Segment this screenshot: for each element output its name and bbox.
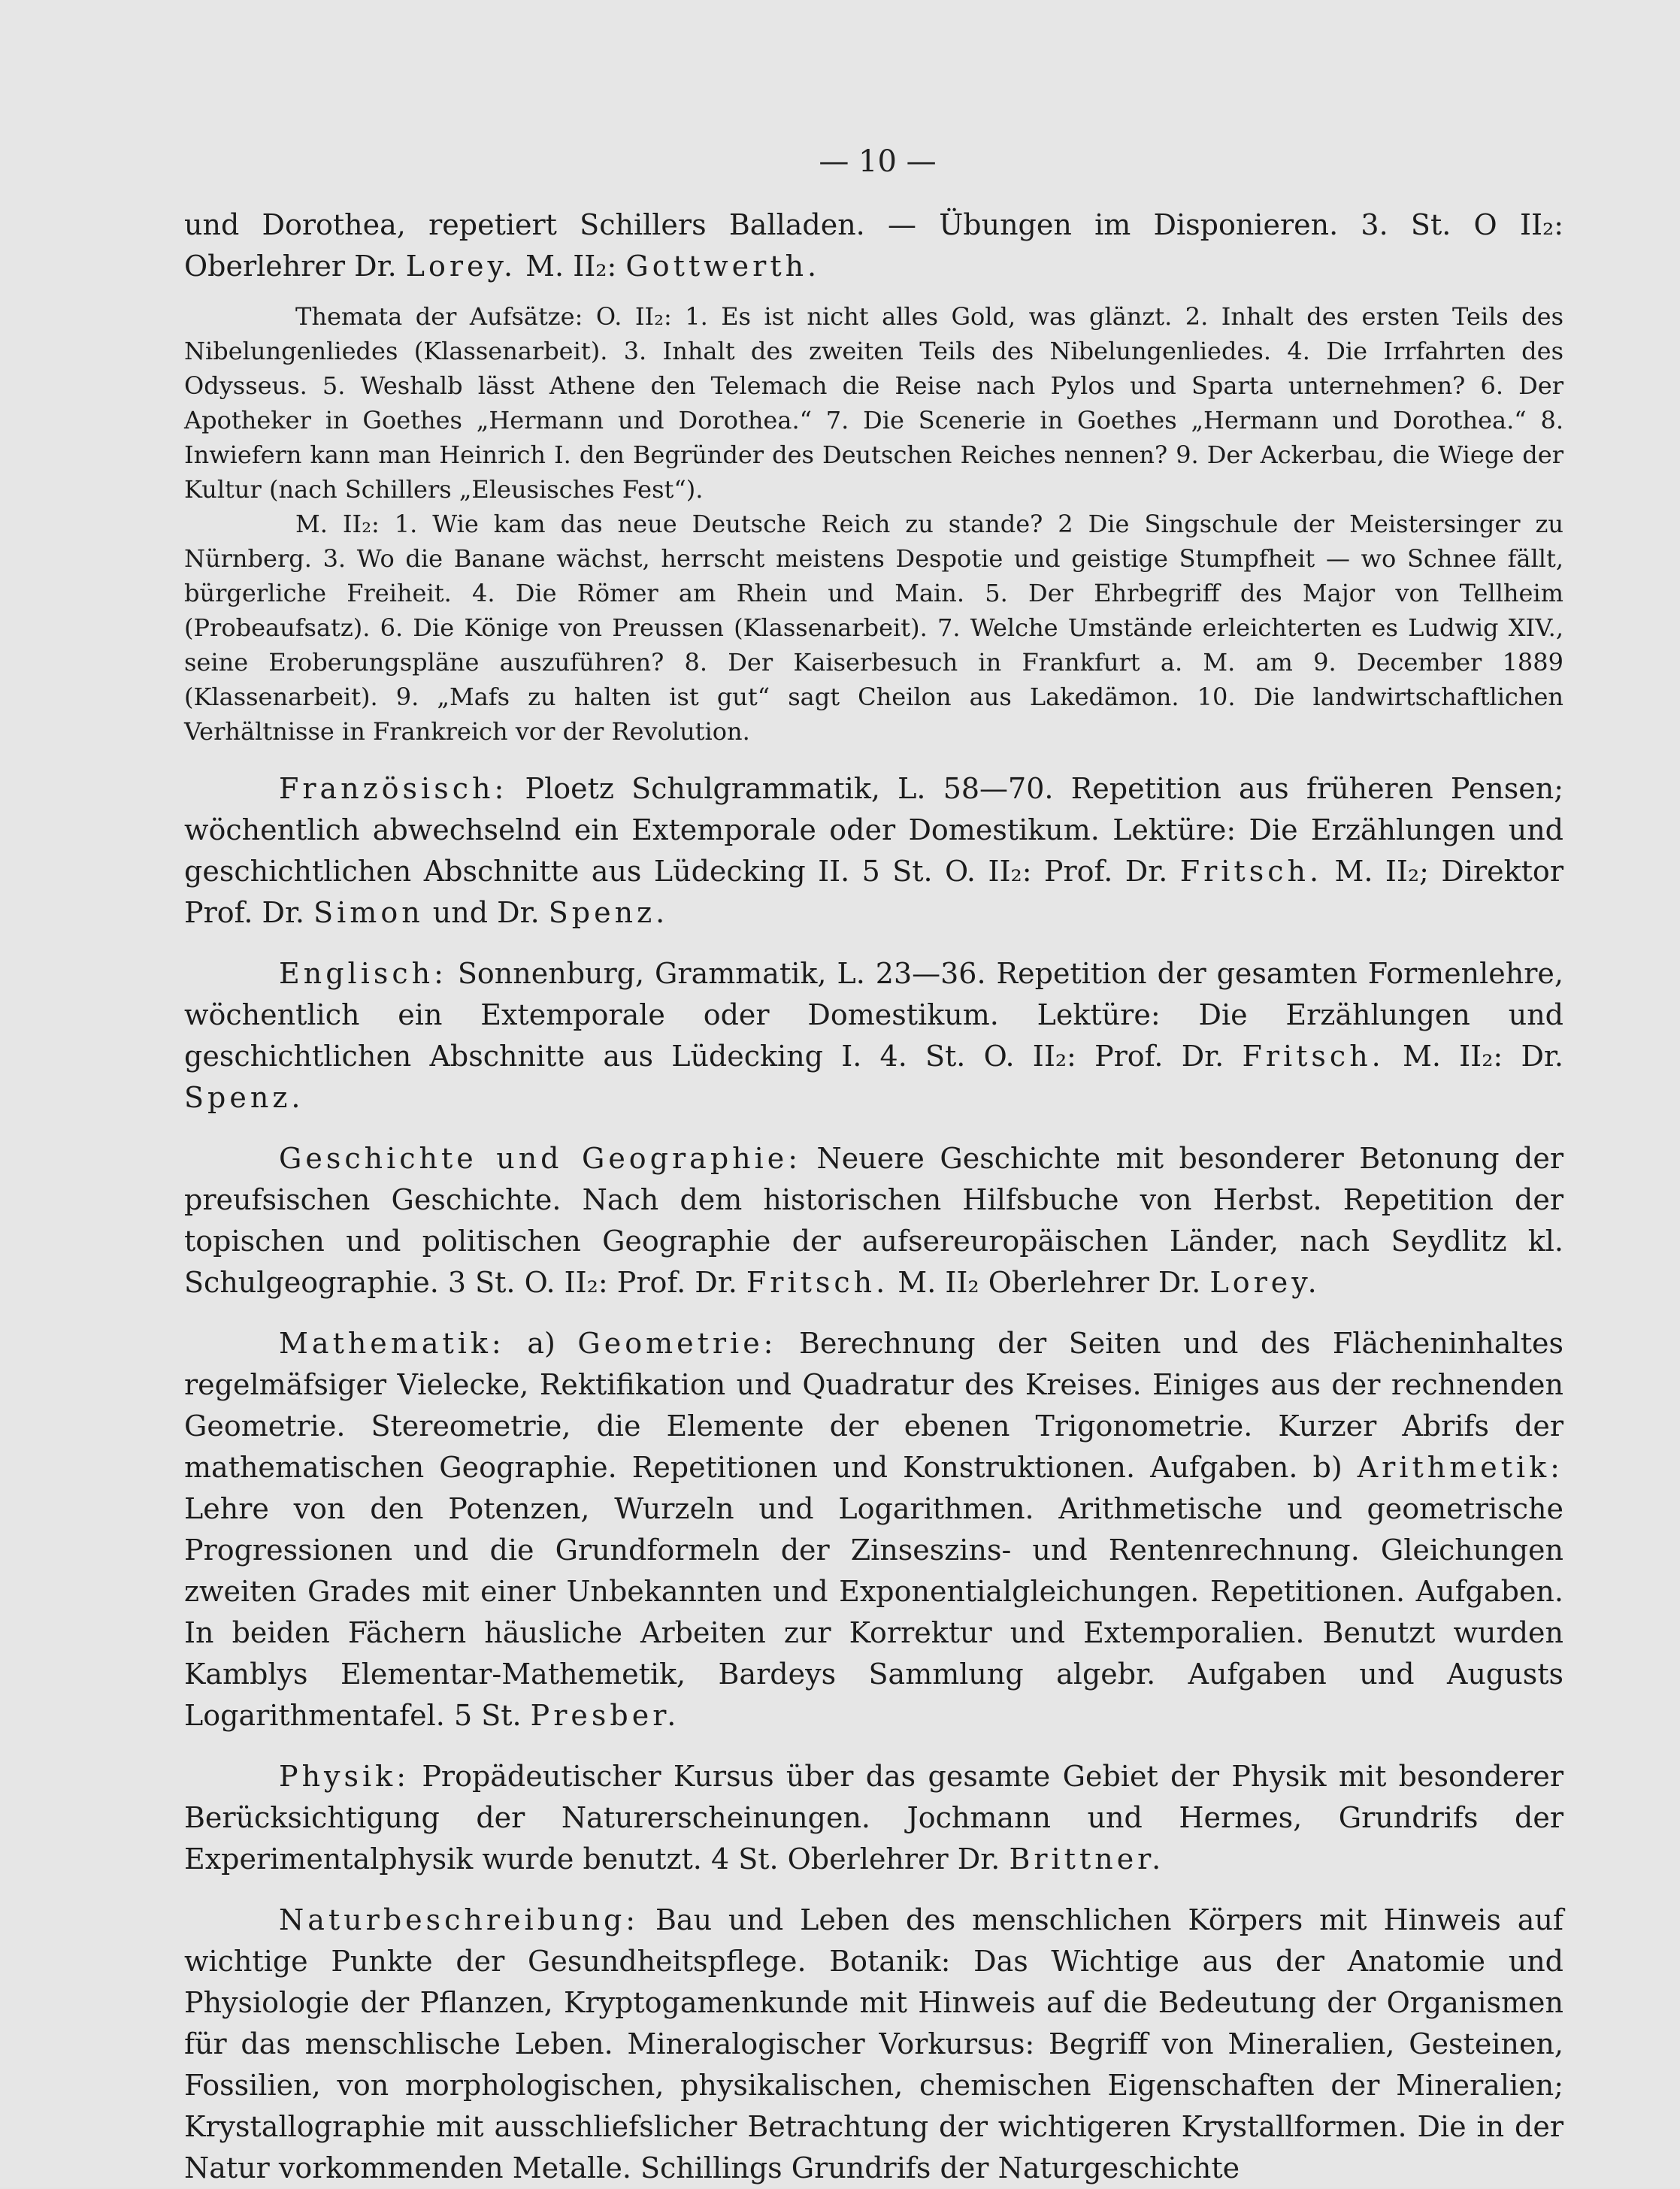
teacher-name: Brittner. [1009, 1842, 1165, 1876]
section-heading: Französisch: [279, 772, 508, 805]
themata-list: 1. Wie kam das neue Deutsche Reich zu stande? 2 Die Singschule der Meistersinger zu Nürnberg. 3. Wo die Banane wächst, herrscht meistens Despotie und geistige Stumpfheit — wo Schnee fällt, bürgerliche Freiheit. 4. Die Römer am Rhein und Main. 5. Der Ehrbegriff des Major von Tellheim (Probeaufsatz). 6. Die Könige von Preussen (Klassenarbeit). 7. Welche Umstände erleichterten es Ludwig XIV., seine Eroberungspläne auszuführen? 8. Der Kaiserbesuch in Frankfurt a. M. am 9. December 1889 (Klassenarbeit). 9. „Mafs zu halten ist gut“ sagt Cheilon aus Lakedämon. 10. Die landwirtschaftlichen Verhältnisse in Frankreich vor der Revolution. [184, 510, 1564, 746]
subsection-heading: Arithmetik: [1357, 1451, 1563, 1484]
teacher-name: Presber. [530, 1699, 680, 1732]
section-heading: Geschichte und Geographie: [279, 1142, 802, 1175]
section-text: a) [527, 1327, 555, 1360]
themata-label: Themata der Aufsätze: O. II₂: [295, 302, 672, 331]
intro-text: und Dorothea, repetiert Schillers Balladen. — Übungen im Disponieren. 3. St. O II₂: Oberlehrer Dr. [184, 208, 1563, 283]
teacher-name: Fritsch. [1179, 855, 1323, 888]
themata-label: M. II₂: [295, 510, 380, 538]
intro-text: M. II₂: [525, 250, 617, 283]
section-text: Neuere Geschichte mit besonderer Betonung der preufsischen Geschichte. Nach dem historischen Hilfsbuche von Herbst. Repetition der topischen und politischen Geographie der aufsereuropäischen Länder, nach Seydlitz kl. Schulgeographie. 3 St. O. II₂: Prof. Dr. [184, 1142, 1563, 1299]
section-englisch [184, 953, 1563, 1119]
teacher-name: Simon [313, 896, 424, 929]
teacher-name: Spenz. [548, 896, 669, 929]
section-text: M. II₂ Oberlehrer Dr. [898, 1266, 1201, 1299]
teacher-name: Lorey. [1209, 1266, 1321, 1299]
section-text: Ploetz Schulgrammatik, L. 58—70. Repetition aus früheren Pensen; wöchentlich abwechselnd ein Extemporale oder Domestikum. Lektüre: Die Erzählungen und geschichtlichen Abschnitte aus Lüdecking II. 5 St. O. II₂: Prof. Dr. [184, 772, 1563, 888]
section-geschichte [184, 1138, 1563, 1303]
intro-paragraph [184, 204, 1563, 287]
section-heading: Mathematik: [279, 1327, 505, 1360]
teacher-name: Fritsch. [1242, 1040, 1385, 1073]
section-text: Sonnenburg, Grammatik, L. 23—36. Repetition der gesamten Formenlehre, wöchentlich ein Extemporale oder Domestikum. Lektüre: Die Erzählungen und geschichtlichen Abschnitte aus Lüdecking I. 4. St. O. II₂: Prof. Dr. [184, 957, 1563, 1073]
section-text: Bau und Leben des menschlichen Körpers mit Hinweis auf wichtige Punkte der Gesundheitspflege. Botanik: Das Wichtige aus der Anatomie und Physiologie der Pflanzen, Kryptogamenkunde mit Hinweis auf die Bedeutung der Organismen für das menschlische Leben. Mineralogischer Vorkursus: Begriff von Mineralien, Gesteinen, Fossilien, von morphologischen, physikalischen, chemischen Eigenschaften der Mineralien; Krystallographie mit ausschliefslicher Betrachtung der wichtigeren Krystallformen. Die in der Natur vorkommenden Metalle. Schillings Grundrifs der Naturgeschichte [184, 1903, 1563, 2184]
section-heading: Naturbeschreibung: [279, 1903, 640, 1936]
teacher-name: Gottwerth. [625, 250, 821, 283]
teacher-name: Lorey. [405, 250, 517, 283]
themata-list: 1. Es ist nicht alles Gold, was glänzt. 2. Inhalt des ersten Teils des Nibelungenliedes (Klassenarbeit). 3. Inhalt des zweiten Teils des Nibelungenliedes. 4. Die Irrfahrten des Odysseus. 5. Weshalb lässt Athene den Telemach die Reise nach Pylos und Sparta unternehmen? 6. Der Apotheker in Goethes „Hermann und Dorothea.“ 7. Die Scenerie in Goethes „Hermann und Dorothea.“ 8. Inwiefern kann man Heinrich I. den Begründer des Deutschen Reiches nennen? 9. Der Ackerbau, die Wiege der Kultur (nach Schillers „Eleusisches Fest“). [184, 302, 1564, 504]
themata-m2 [184, 507, 1563, 749]
section-text: Propädeutischer Kursus über das gesamte Gebiet der Physik mit besonderer Berücksichtigung der Naturerscheinungen. Jochmann und Hermes, Grundrifs der Experimentalphysik wurde benutzt. 4 St. Oberlehrer Dr. [184, 1760, 1563, 1876]
themata-o2 [184, 299, 1563, 507]
section-physik [184, 1756, 1563, 1880]
document-body [184, 204, 1563, 2189]
section-text: und Dr. [432, 896, 540, 929]
teacher-name: Spenz. [184, 1081, 304, 1114]
section-text: Lehre von den Potenzen, Wurzeln und Logarithmen. Arithmetische und geometrische Progressionen und die Grundformeln der Zinseszins- und Rentenrechnung. Gleichungen zweiten Grades mit einer Unbekannten und Exponentialgleichungen. Repetitionen. Aufgaben. In beiden Fächern häusliche Arbeiten zur Korrektur und Extemporalien. Benutzt wurden Kamblys Elementar-Mathemetik, Bardeys Sammlung algebr. Aufgaben und Augusts Logarithmentafel. 5 St. [184, 1492, 1563, 1732]
section-naturbeschreibung [184, 1900, 1563, 2189]
section-mathematik [184, 1323, 1563, 1736]
section-text: Berechnung der Seiten und des Flächeninhaltes regelmäfsiger Vielecke, Rektifikation und Quadratur des Kreises. Einiges aus der rechnenden Geometrie. Stereometrie, die Elemente der ebenen Trigonometrie. Kurzer Abrifs der mathematischen Geographie. Repetitionen und Konstruktionen. Aufgaben. b) [184, 1327, 1563, 1484]
teacher-name: Fritsch. [746, 1266, 889, 1299]
section-text: M. II₂; Direktor Prof. Dr. [184, 855, 1563, 929]
page-number: — 10 — [819, 144, 937, 179]
section-text: M. II₂: Dr. [1402, 1040, 1563, 1073]
section-franzoesisch [184, 768, 1563, 934]
subsection-heading: Geometrie: [577, 1327, 777, 1360]
section-heading: Englisch: [279, 957, 447, 990]
section-heading: Physik: [279, 1760, 410, 1793]
